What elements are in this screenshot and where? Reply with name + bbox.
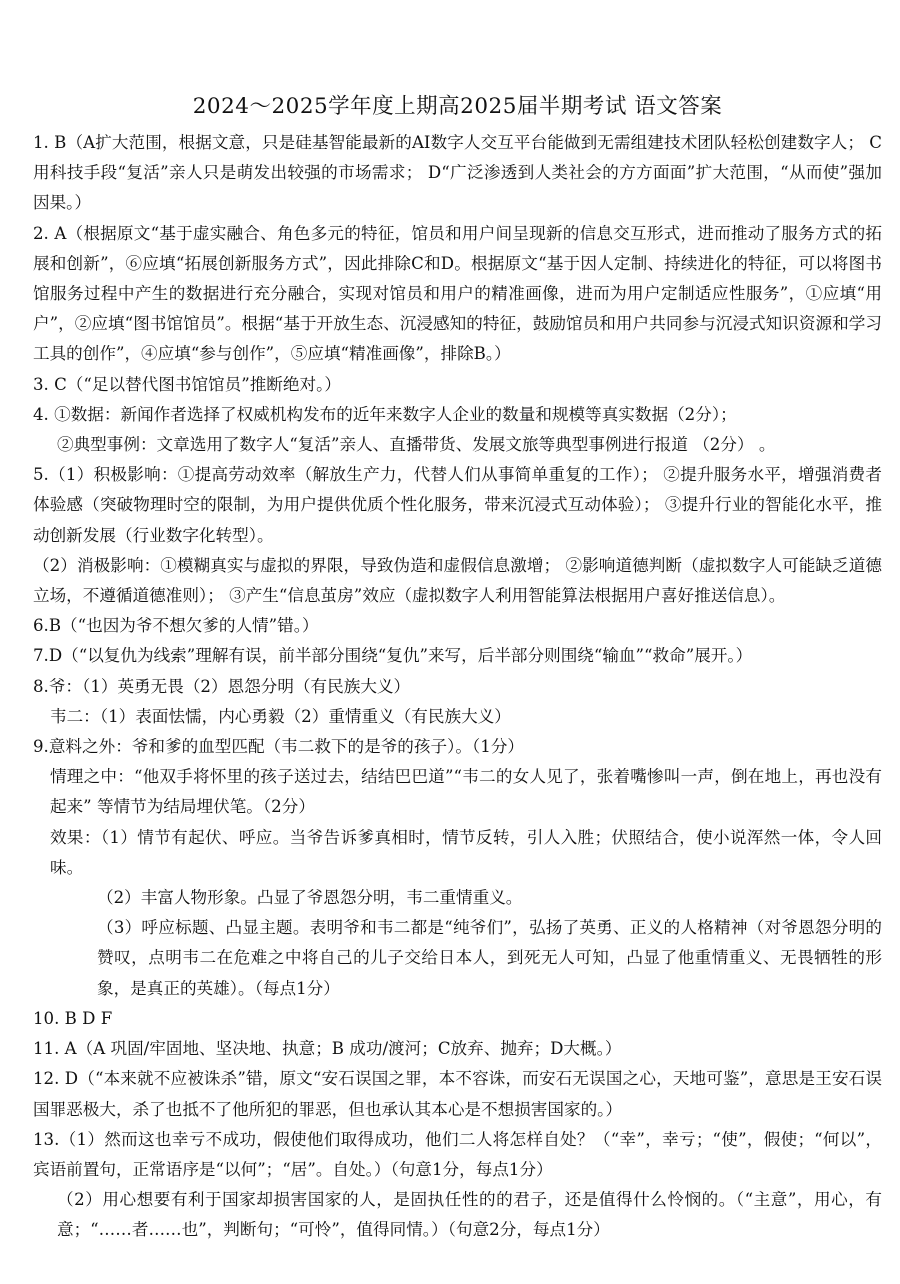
answer-4-point-1: 4. ①数据：新闻作者选择了权威机构发布的近年来数字人企业的数量和规模等真实数据（2分）； xyxy=(33,404,737,424)
answer-1: 1. B（A扩大范围，根据文意，只是硅基智能最新的AI数字人交互平台能做到无需组建技术团队轻松创建数字人； C用科技手段“复活”亲人只是萌发出较强的市场需求； D“广泛渗透到人类社会的方方面面”扩大范围，“从而使”强加因果。） xyxy=(33,133,882,213)
answer-8-grandpa: 8.爷：（1）英勇无畏（2）恩怨分明（有民族大义） xyxy=(33,676,411,696)
answer-6: 6.B（“也因为爷不想欠爹的人情”错。） xyxy=(33,616,319,636)
answer-9-effect-2: （2）丰富人物形象。凸显了爷恩怨分明，韦二重情重义。 xyxy=(97,888,523,908)
answer-8-wei-er: 韦二：（1）表面怯懦，内心勇毅（2）重情重义（有民族大义） xyxy=(50,706,511,726)
answer-12: 12. D（“本来就不应被诛杀”错，原文“安石误国之罪，本不容诛，而安石无误国之心，天地可鉴”，意思是王安石误国罪恶极大，杀了也抵不了他所犯的罪恶，但也承认其本心是不想损害国家的。） xyxy=(33,1069,882,1119)
answer-13-part-1: 13.（1）然而这也幸亏不成功，假使他们取得成功，他们二人将怎样自处？（“幸”，幸亏；“使”，假使；“何以”，宾语前置句，正常语序是“以何”；“居”。自处。）（句意1分，每点1分） xyxy=(33,1129,882,1179)
answer-9-unexpected: 9.意料之外：爷和爹的血型匹配（韦二救下的是爷的孩子）。（1分） xyxy=(33,737,525,757)
answer-9-reasonable: 情理之中：“他双手将怀里的孩子送过去，结结巴巴道”“韦二的女人见了，张着嘴惨叫一声，倒在地上，再也没有起来” 等情节为结局埋伏笔。（2分） xyxy=(50,767,882,817)
answer-5-part-2: （2）消极影响：①模糊真实与虚拟的界限，导致伪造和虚假信息激增； ②影响道德判断（虚拟数字人可能缺乏道德立场，不遵循道德准则）； ③产生“信息茧房”效应（虚拟数字人利用智能算法根据用户喜好推送信息）。 xyxy=(33,555,882,606)
answer-10: 10. B D F xyxy=(33,1008,113,1028)
answer-7: 7.D（“以复仇为线索”理解有误，前半部分围绕“复仇”来写，后半部分则围绕“输血”“救命”展开。） xyxy=(33,646,753,666)
answer-3: 3. C（“足以替代图书馆馆员”推断绝对。） xyxy=(33,374,341,394)
page-title: 2024～2025学年度上期高2025届半期考试 语文答案 xyxy=(192,94,723,119)
answer-13-part-2: （2）用心想要有利于国家却损害国家的人，是固执任性的的君子，还是值得什么怜悯的。（“主意”，用心，有意；“……者……也”，判断句；“可怜”，值得同情。）（句意2分，每点1分） xyxy=(57,1190,882,1240)
answer-4-point-2: ②典型事例：文章选用了数字人“复活”亲人、直播带货、发展文旅等典型事例进行报道 （2分） 。 xyxy=(57,435,776,455)
answer-9-effect-3: （3）呼应标题、凸显主题。表明爷和韦二都是“纯爷们”，弘扬了英勇、正义的人格精神（对爷恩怨分明的赞叹，点明韦二在危难之中将自己的儿子交给日本人，到死无人可知，凸显了他重情重义、无畏牺牲的形象，是真正的英雄）。（每点1分） xyxy=(97,918,882,998)
answer-9-effect-1: 效果：（1）情节有起伏、呼应。当爷告诉爹真相时，情节反转，引人入胜；伏照结合，使小说浑然一体，令人回味。 xyxy=(50,827,882,877)
answer-2: 2. A（根据原文“基于虚实融合、角色多元的特征，馆员和用户间呈现新的信息交互形式，进而推动了服务方式的拓展和创新”，⑥应填“拓展创新服务方式”，因此排除C和D。根据原文“基于因人定制、持续进化的特征，可以将图书馆服务过程中产生的数据进行充分融合，实现对馆员和用户的精准画像，进而为用户定制适应性服务”，①应填“用户”，②应填“图书馆馆员”。根据“基于开放生态、沉浸感知的特征，鼓励馆员和用户共同参与沉浸式知识资源和学习工具的创作”，④应填“参与创作”，⑤应填“精准画像”，排除B。） xyxy=(33,223,882,364)
answer-5-part-1: 5.（1）积极影响：①提高劳动效率（解放生产力，代替人们从事简单重复的工作）； ②提升服务水平，增强消费者体验感（突破物理时空的限制，为用户提供优质个性化服务，带来沉浸式互动体验）； ③提升行业的智能化水平，推动创新发展（行业数字化转型）。 xyxy=(33,465,882,545)
answer-11: 11. A（A 巩固/牢固地、坚决地、执意；B 成功/渡河；C放弃、抛弃；D大概。） xyxy=(33,1039,622,1059)
